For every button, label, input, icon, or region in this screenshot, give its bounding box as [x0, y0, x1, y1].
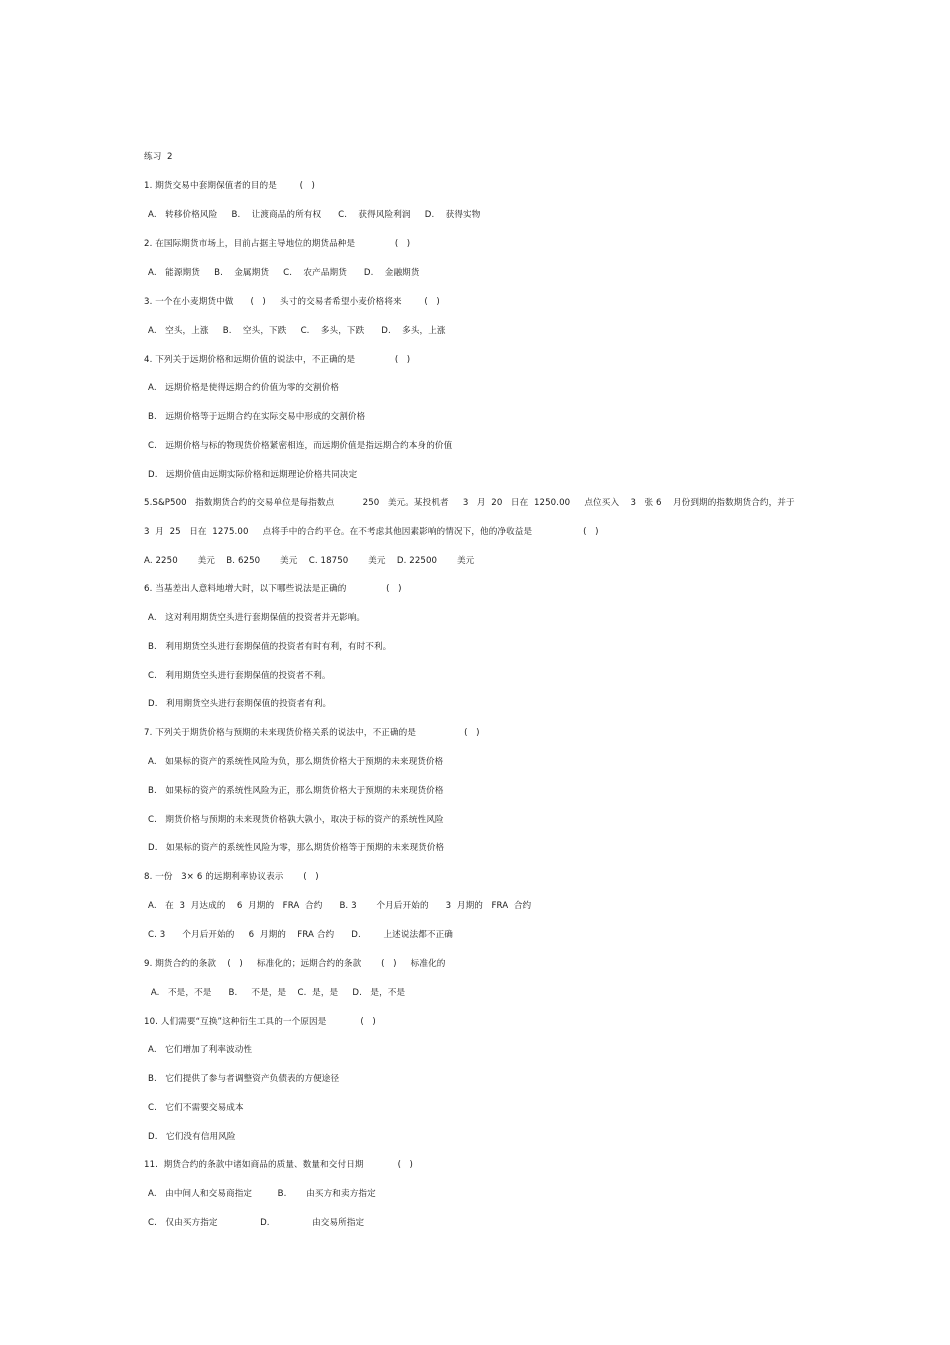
question-4-option-b: B. 远期价格等于远期合约在实际交易中形成的交割价格 [148, 412, 366, 422]
question-6-option-d: D. 利用期货空头进行套期保值的投资者有利。 [148, 699, 332, 709]
question-4: 4. 下列关于远期价格和远期价值的说法中，不正确的是 ( ) [144, 355, 411, 365]
question-4-option-c: C. 远期价格与标的物现货价格紧密相连，而远期价值是指远期合约本身的价值 [148, 441, 453, 451]
question-5-line-2: 3 月 25 日在 1275.00 点将手中的合约平仓。在不考虑其他因素影响的情况下，他的净收益是 ( ) [144, 527, 599, 537]
question-2: 2. 在国际期货市场上，目前占据主导地位的期货品种是 ( ) [144, 239, 411, 249]
question-2-options: A. 能源期货 B. 金属期货 C. 农产品期货 D. 金融期货 [148, 268, 420, 278]
question-9-options: A. 不是，不是 B. 不是，是 C. 是，是 D. 是，不是 [148, 988, 406, 998]
question-1: 1. 期货交易中套期保值者的目的是 ( ) [144, 181, 315, 191]
question-6-option-c: C. 利用期货空头进行套期保值的投资者不利。 [148, 671, 331, 681]
question-10-option-c: C. 它们不需要交易成本 [148, 1103, 244, 1113]
question-1-options: A. 转移价格风险 B. 让渡商品的所有权 C. 获得风险利润 D. 获得实物 [148, 210, 481, 220]
question-6: 6. 当基差出人意料地增大时，以下哪些说法是正确的 ( ) [144, 584, 402, 594]
question-6-option-a: A. 这对利用期货空头进行套期保值的投资者并无影响。 [148, 613, 366, 623]
question-7-option-b: B. 如果标的资产的系统性风险为正，那么期货价格大于预期的未来现货价格 [148, 786, 444, 796]
question-10-option-a: A. 它们增加了利率波动性 [148, 1045, 253, 1055]
question-7: 7. 下列关于期货价格与预期的未来现货价格关系的说法中，不正确的是 ( ) [144, 728, 480, 738]
question-7-option-c: C. 期货价格与预期的未来现货价格孰大孰小，取决于标的资产的系统性风险 [148, 815, 444, 825]
question-4-option-a: A. 远期价格是使得远期合约价值为零的交割价格 [148, 383, 340, 393]
question-11-options-1: A. 由中间人和交易商指定 B. 由买方和卖方指定 [148, 1189, 376, 1199]
question-6-option-b: B. 利用期货空头进行套期保值的投资者有时有利，有时不利。 [148, 642, 392, 652]
question-7-option-a: A. 如果标的资产的系统性风险为负，那么期货价格大于预期的未来现货价格 [148, 757, 444, 767]
question-11-options-2: C. 仅由买方指定 D. 由交易所指定 [148, 1218, 365, 1228]
question-8-options-2: C. 3 个月后开始的 6 月期的 FRA 合约 D. 上述说法都不正确 [148, 930, 453, 940]
question-8: 8. 一份 3× 6 的远期利率协议表示 ( ) [144, 872, 319, 882]
question-3-options: A. 空头，上涨 B. 空头，下跌 C. 多头，下跌 D. 多头，上涨 [148, 326, 446, 336]
question-3: 3. 一个在小麦期货中做 ( ) 头寸的交易者希望小麦价格将来 ( ) [144, 297, 440, 307]
question-4-option-d: D. 远期价值由远期实际价格和远期理论价格共同决定 [148, 470, 358, 480]
question-8-options-1: A. 在 3 月达成的 6 月期的 FRA 合约 B. 3 个月后开始的 3 月期的 FRA 合约 [148, 901, 532, 911]
question-10-option-b: B. 它们提供了参与者调整资产负债表的方便途径 [148, 1074, 340, 1084]
question-5-line-1: 5.S&P500 指数期货合约的交易单位是每指数点 250 美元。某投机者 3 月 20 日在 1250.00 点位买入 3 张 6 月份到期的指数期货合约，并于 [144, 498, 795, 508]
page-title: 练习 2 [144, 152, 173, 162]
question-9: 9. 期货合约的条款 ( ) 标准化的；远期合约的条款 ( ) 标准化的 [144, 959, 446, 969]
question-7-option-d: D. 如果标的资产的系统性风险为零，那么期货价格等于预期的未来现货价格 [148, 843, 445, 853]
question-10-option-d: D. 它们没有信用风险 [148, 1132, 236, 1142]
question-11: 11. 期货合约的条款中诸如商品的质量、数量和交付日期 ( ) [144, 1160, 413, 1170]
question-10: 10. 人们需要“互换”这种衍生工具的一个原因是 ( ) [144, 1017, 376, 1027]
question-5-options: A. 2250 美元 B. 6250 美元 C. 18750 美元 D. 22500 美元 [144, 556, 475, 566]
